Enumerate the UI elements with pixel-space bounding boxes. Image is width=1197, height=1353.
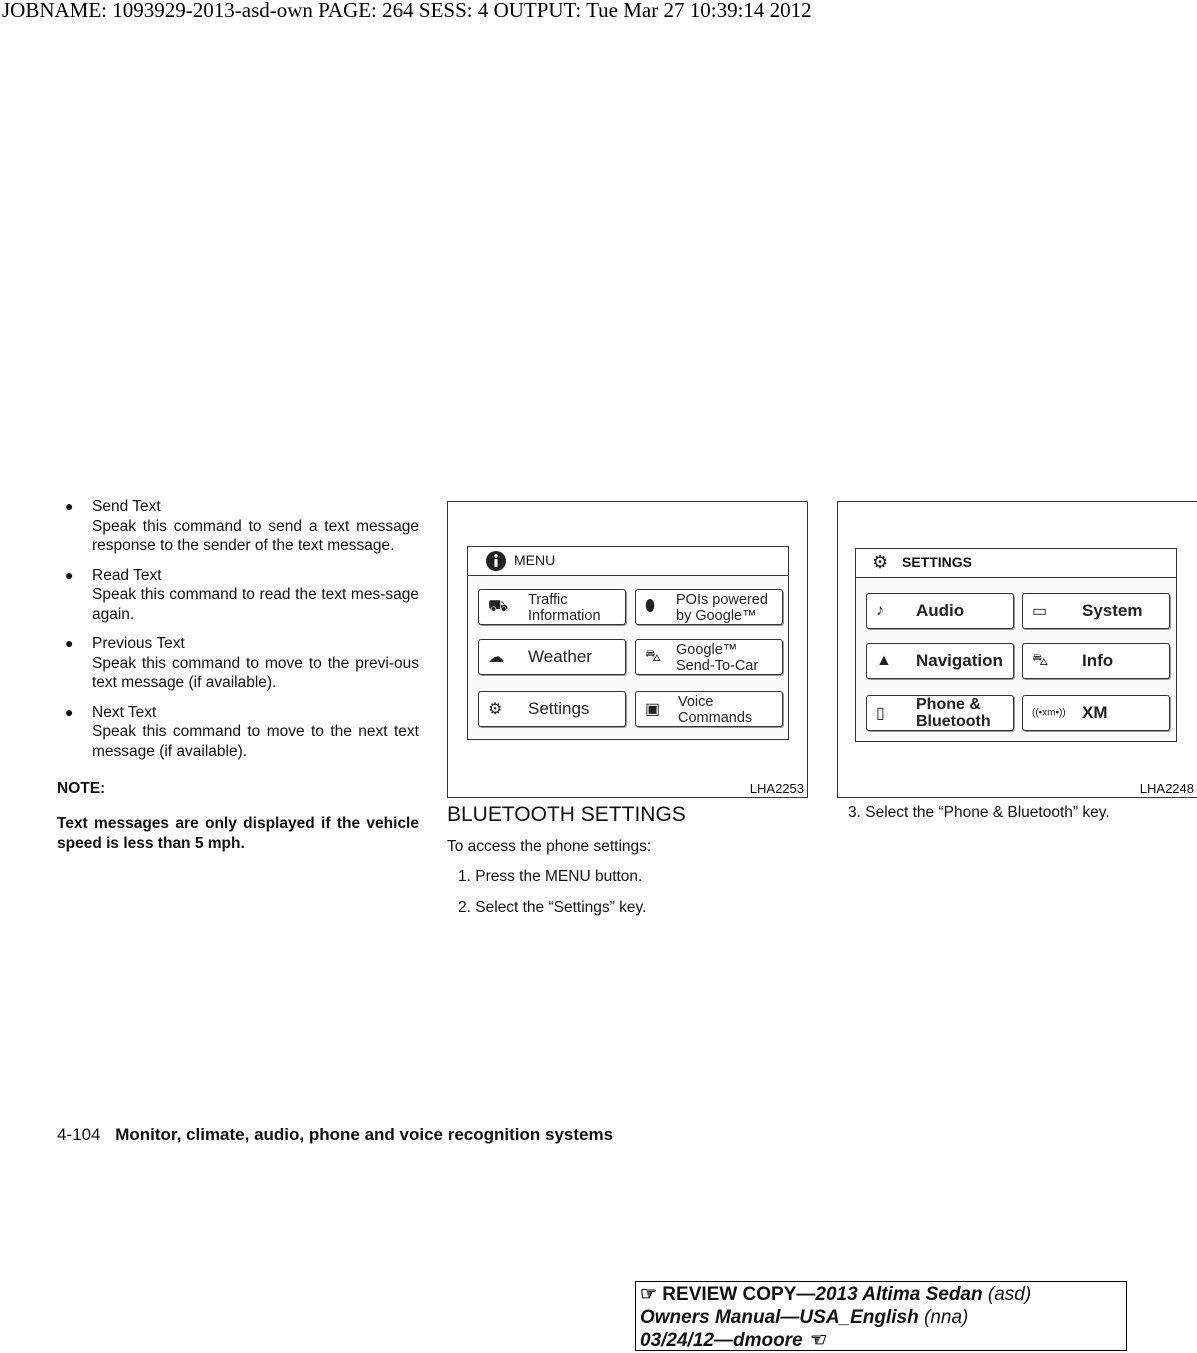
key-label: Google™: [676, 642, 738, 658]
key-label: Bluetooth: [916, 713, 991, 730]
key-label: Voice: [678, 694, 714, 710]
key-label: Audio: [916, 601, 965, 620]
menu-figure: [447, 501, 808, 798]
review-code: (asd): [982, 1284, 1032, 1305]
key-label: Phone &: [916, 696, 981, 713]
navigation-key[interactable]: [866, 643, 1014, 679]
traffic-information-key[interactable]: [478, 589, 626, 625]
menu-screen: [467, 546, 789, 740]
bullet-icon: ●: [65, 498, 74, 514]
key-label: by Google™: [676, 608, 757, 624]
section-heading: BLUETOOTH SETTINGS: [447, 803, 686, 826]
bullet-body: Speak this command to move to the previ-ous text message (if available).: [92, 654, 419, 691]
traffic-icon: ⛟: [488, 598, 509, 615]
weather-icon: ☁: [488, 649, 504, 666]
gear-icon: ⚙: [488, 701, 503, 718]
system-key[interactable]: [1022, 593, 1170, 629]
key-label: Weather: [528, 647, 592, 666]
key-label: XM: [1082, 703, 1108, 722]
bullet-body: Speak this command to read the text mes-sage again.: [92, 586, 419, 623]
key-label: Commands: [678, 710, 753, 726]
review-model: 2013 Altima Sedan: [815, 1284, 983, 1305]
review-manual: Owners Manual—USA_English: [640, 1307, 919, 1328]
menu-screen-header: [468, 547, 788, 576]
voice-commands-key[interactable]: [635, 691, 783, 727]
monitor-icon: ▭: [1032, 603, 1048, 620]
step-item: 3. Select the “Phone & Bluetooth” key.: [848, 804, 1110, 821]
weather-key[interactable]: [478, 639, 626, 675]
menu-title: MENU: [514, 552, 556, 568]
figure-code: LHA2248: [1139, 781, 1194, 796]
bullet-body: Speak this command to send a text message response to the sender of the text message.: [92, 517, 419, 554]
note-heading: NOTE:: [57, 780, 106, 797]
page-number: 4-104: [57, 1125, 101, 1144]
pois-google-key[interactable]: [635, 589, 783, 625]
bullet-icon: ●: [65, 566, 74, 583]
page-footer: [57, 1125, 613, 1145]
gear-icon: ⚙: [872, 552, 889, 572]
navigation-arrow-icon: ▲: [876, 652, 892, 669]
review-stamp: [635, 1281, 1127, 1351]
xm-icon: ((•xm•)): [1032, 707, 1066, 719]
bullet-title: Previous Text: [92, 635, 185, 652]
car-info-icon: ⛍: [1032, 652, 1049, 669]
xm-key[interactable]: [1022, 695, 1170, 731]
note-text: Text messages are only displayed if the vehicle speed is less than 5 mph.: [57, 814, 419, 852]
review-region: (nna): [918, 1307, 969, 1328]
key-label: Traffic: [528, 592, 568, 608]
audio-key[interactable]: [866, 593, 1014, 629]
review-line-1: [640, 1283, 1126, 1306]
bullet-icon: ●: [65, 635, 74, 651]
phone-bluetooth-key[interactable]: [866, 695, 1014, 731]
voice-icon: ▣: [645, 701, 661, 718]
key-label: Info: [1082, 651, 1114, 670]
bullet-title: Read Text: [92, 566, 162, 584]
settings-title: SETTINGS: [902, 554, 973, 570]
list-item: [57, 566, 419, 625]
settings-key[interactable]: [478, 691, 626, 727]
left-column: [57, 497, 419, 854]
list-item: [57, 497, 419, 556]
list-item: [57, 634, 419, 693]
music-note-icon: ♪: [876, 602, 884, 619]
phone-icon: ▯: [876, 705, 885, 722]
step-item: 1. Press the MENU button.: [458, 868, 643, 885]
step-item: 2. Select the “Settings” key.: [458, 899, 647, 916]
key-label: System: [1082, 601, 1143, 620]
settings-screen-header: [856, 549, 1176, 578]
bullet-body: Speak this command to move to the next text message (if available).: [92, 723, 419, 760]
job-header: JOBNAME: 1093929-2013-asd-own PAGE: 264 SESS: 4 OUTPUT: Tue Mar 27 10:39:14 2012: [2, 0, 812, 22]
info-icon: [485, 550, 507, 572]
review-line-3: 03/24/12—dmoore ☜: [640, 1330, 825, 1351]
poi-pin-icon: ⬮: [645, 598, 656, 615]
figure-code: LHA2253: [749, 781, 804, 796]
chapter-title: Monitor, climate, audio, phone and voice recognition systems: [115, 1125, 614, 1144]
key-label: Information: [528, 608, 601, 624]
bullet-title: Send Text: [92, 498, 161, 515]
review-line-2: [640, 1306, 1126, 1329]
intro-text: To access the phone settings:: [447, 838, 652, 855]
key-label: POIs powered: [676, 592, 768, 608]
key-label: Send-To-Car: [676, 658, 759, 674]
google-send-to-car-key[interactable]: [635, 639, 783, 675]
info-key[interactable]: [1022, 643, 1170, 679]
settings-figure: [837, 501, 1197, 798]
bullet-title: Next Text: [92, 703, 157, 721]
key-label: Navigation: [916, 651, 1003, 670]
key-label: Settings: [528, 699, 590, 718]
bullet-icon: ●: [65, 703, 74, 720]
send-to-car-icon: ⛍: [645, 648, 662, 665]
review-label: ☞ REVIEW COPY—: [640, 1284, 816, 1305]
settings-screen: [855, 548, 1177, 742]
list-item: [57, 703, 419, 762]
